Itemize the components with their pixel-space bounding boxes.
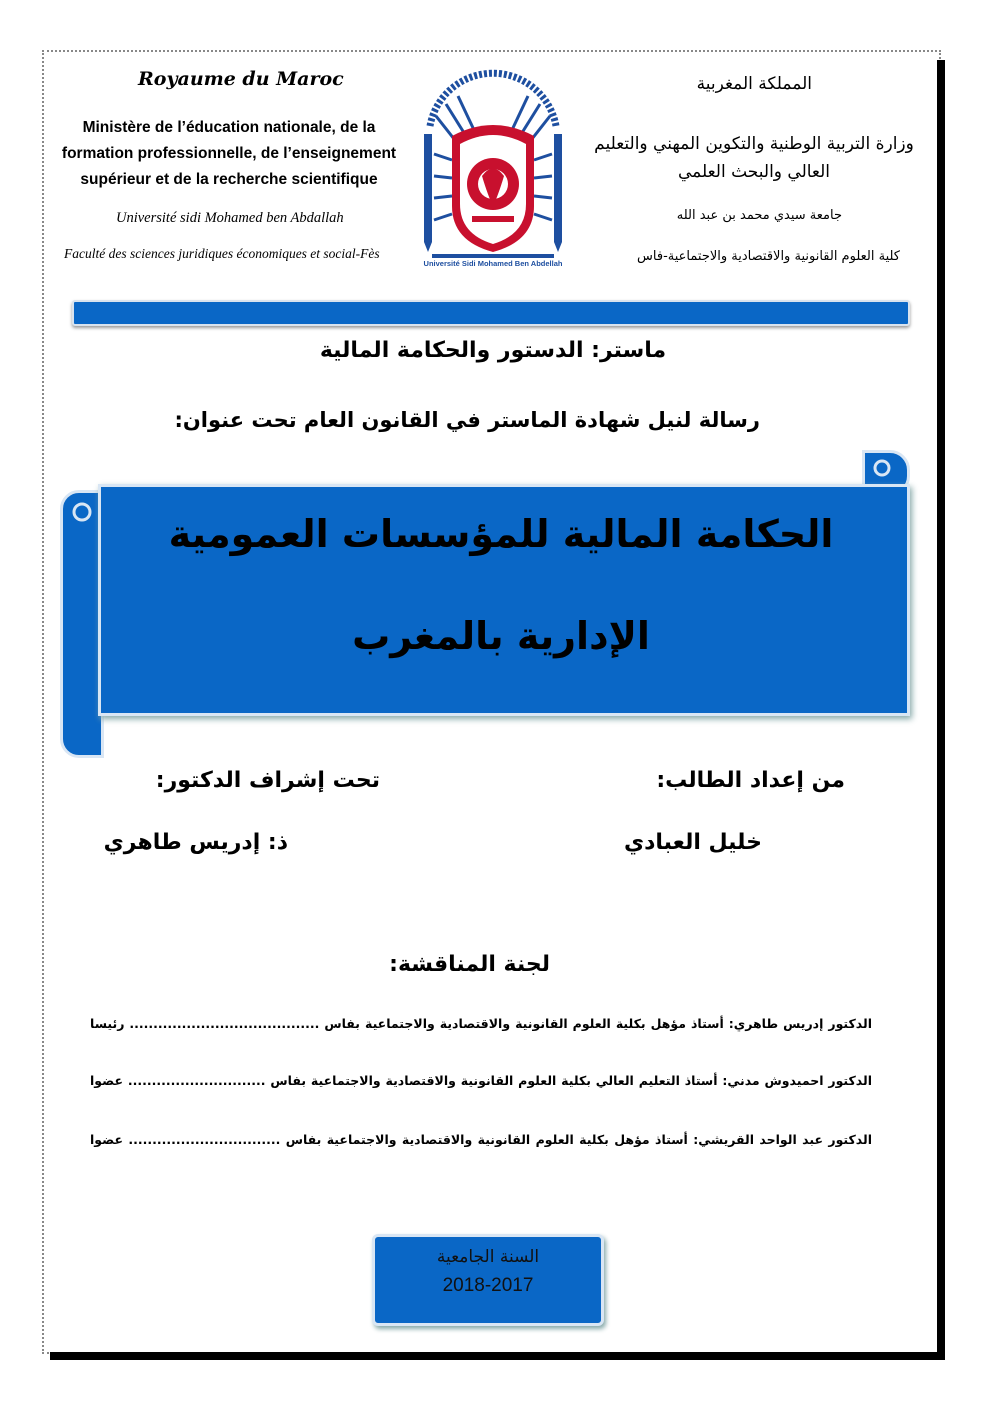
scroll-curl-left-icon: [66, 498, 96, 528]
thesis-title-line2: الإدارية بالمغرب: [352, 614, 650, 658]
master-program: ماستر: الدستور والحكامة المالية: [319, 338, 667, 363]
jury-title: لجنة المناقشة:: [389, 952, 550, 977]
supervisor-name: ذ: إدريس طاهري: [103, 830, 288, 855]
header-ar-ministry-line1: وزارة التربية الوطنية والتكوين المهني والتعليم: [594, 134, 914, 154]
header-ar-university: جامعة سيدي محمد بن عبد الله: [676, 208, 842, 223]
jury-member-3: الدكتور عبد الواحد القريشي: أستاذ مؤهل بكلية العلوم القانونية والاقتصادية والاجتماعية بفاس ................................ عضوا: [90, 1132, 872, 1147]
header-separator-bar: [72, 300, 910, 326]
frame-shadow-bottom: [50, 1352, 945, 1360]
academic-year-label: السنة الجامعية: [436, 1247, 540, 1267]
jury-member-1: الدكتور إدريس طاهري: أستاذ مؤهل بكلية العلوم القانونية والاقتصادية والاجتماعية بفاس ........................................ رئيسا: [90, 1016, 872, 1031]
university-logo: [412, 56, 574, 270]
supervisor-label: تحت إشراف الدكتور:: [155, 768, 380, 793]
header-fr-country: Royaume du Maroc: [138, 68, 344, 90]
logo-caption: Université Sidi Mohamed Ben Abdellah: [423, 259, 563, 268]
header-fr-university: Université sidi Mohamed ben Abdallah: [116, 210, 344, 226]
header-ar-faculty: كلية العلوم القانونية والاقتصادية والاجتماعية-فاس: [637, 249, 900, 264]
scroll-curl-icon: [870, 458, 900, 482]
header-ar-ministry-line2: العالي والبحث العلمي: [677, 162, 831, 182]
header-fr-faculty: Faculté des sciences juridiques économiques et social-Fès: [64, 246, 380, 261]
academic-year-value: 2018-2017: [442, 1275, 534, 1296]
header-ar-country: المملكة المغربية: [696, 74, 812, 94]
jury-member-2: الدكتور احميدوش مدني: أستاذ التعليم العالي بكلية العلوم القانونية والاقتصادية والاجتماعية بفاس ............................. عضوا: [90, 1073, 872, 1088]
thesis-title-line1: الحكامة المالية للمؤسسات العمومية: [168, 512, 834, 556]
thesis-intro: رسالة لنيل شهادة الماستر في القانون العام تحت عنوان:: [174, 408, 760, 432]
header-fr-ministry: Ministère de l’éducation nationale, de la formation professionnelle, de l’enseignement supérieur et de la recherche scientifique: [61, 119, 397, 188]
frame-shadow-right: [937, 60, 945, 1360]
university-logo-icon: [412, 56, 574, 270]
student-name: خليل العبادي: [623, 830, 762, 855]
student-label: من إعداد الطالب:: [656, 768, 845, 793]
academic-year-box: [372, 1234, 604, 1326]
